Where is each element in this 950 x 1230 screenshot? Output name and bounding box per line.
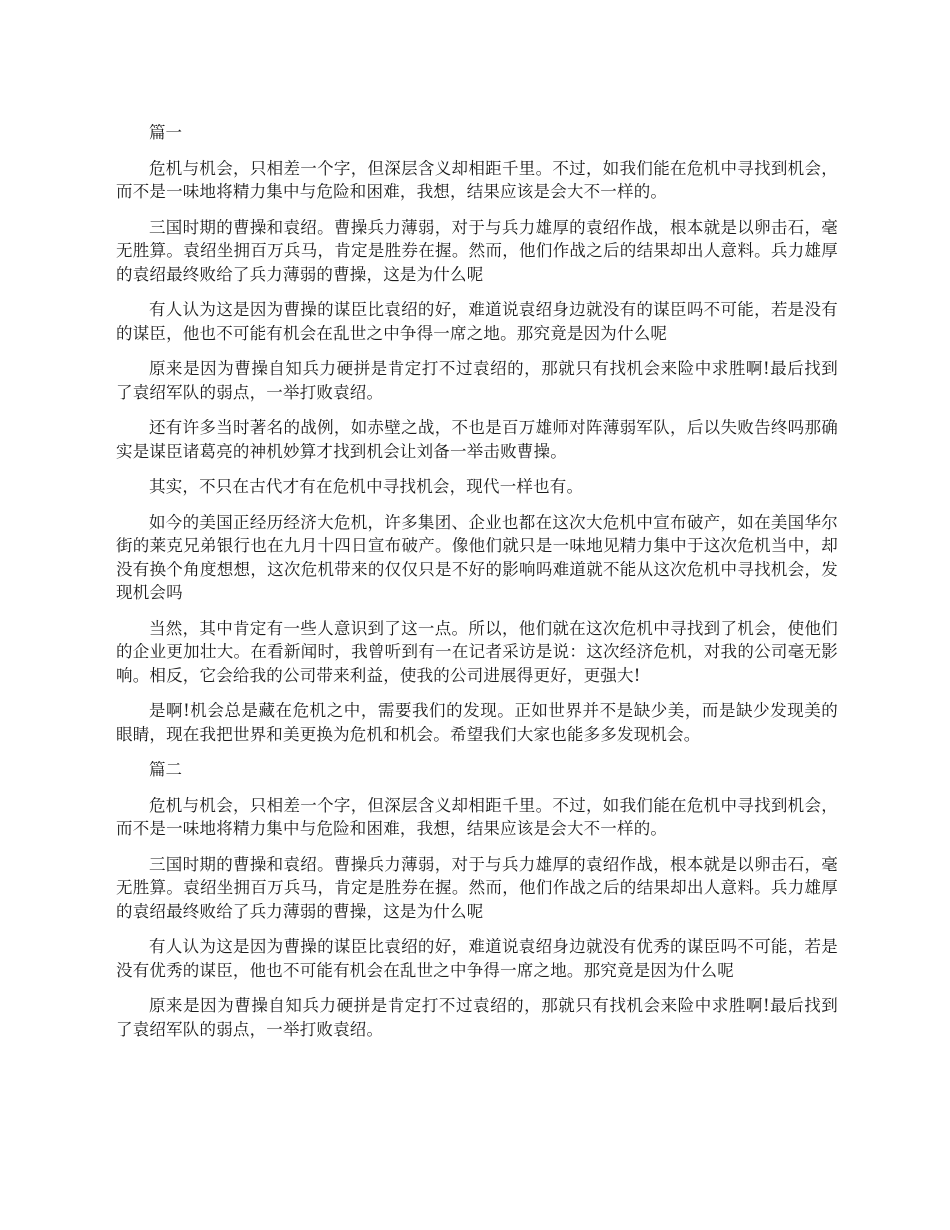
paragraph: 有人认为这是因为曹操的谋臣比袁绍的好，难道说袁绍身边就没有的谋臣吗不可能，若是没有的谋臣，他也不可能有机会在乱世之中争得一席之地。那究竟是因为什么呢 [116, 300, 838, 343]
paragraph: 是啊!机会总是藏在危机之中，需要我们的发现。正如世界并不是缺少美，而是缺少发现美的眼睛，现在我把世界和美更换为危机和机会。希望我们大家也能多多发现机会。 [116, 701, 838, 744]
section-heading-1: 篇一 [149, 123, 182, 142]
section-heading-2: 篇二 [149, 760, 182, 779]
paragraph: 原来是因为曹操自知兵力硬拼是肯定打不过袁绍的，那就只有找机会来险中求胜啊!最后找到了袁绍军队的弱点，一举打败袁绍。 [116, 359, 838, 402]
paragraph: 还有许多当时著名的战例，如赤壁之战，不也是百万雄师对阵薄弱军队，后以失败告终吗那确实是谋臣诸葛亮的神机妙算才找到机会让刘备一举击败曹操。 [116, 418, 838, 461]
paragraph: 当然，其中肯定有一些人意识到了这一点。所以，他们就在这次危机中寻找到了机会，使他们的企业更加壮大。在看新闻时，我曾听到有一在记者采访是说：这次经济危机，对我的公司毫无影响。相反，它会给我的公司带来利益，使我的公司进展得更好，更强大! [116, 618, 838, 685]
paragraph: 原来是因为曹操自知兵力硬拼是肯定打不过袁绍的，那就只有找机会来险中求胜啊!最后找到了袁绍军队的弱点，一举打败袁绍。 [116, 996, 838, 1039]
document-body [116, 121, 838, 1053]
paragraph: 有人认为这是因为曹操的谋臣比袁绍的好，难道说袁绍身边就没有优秀的谋臣吗不可能，若是没有优秀的谋臣，他也不可能有机会在乱世之中争得一席之地。那究竟是因为什么呢 [116, 937, 838, 980]
paragraph: 危机与机会，只相差一个字，但深层含义却相距千里。不过，如我们能在危机中寻找到机会，而不是一味地将精力集中与危险和困难，我想，结果应该是会大不一样的。 [116, 158, 838, 201]
paragraph: 危机与机会，只相差一个字，但深层含义却相距千里。不过，如我们能在危机中寻找到机会，而不是一味地将精力集中与危险和困难，我想，结果应该是会大不一样的。 [116, 795, 838, 838]
paragraph: 三国时期的曹操和袁绍。曹操兵力薄弱，对于与兵力雄厚的袁绍作战，根本就是以卵击石，毫无胜算。袁绍坐拥百万兵马，肯定是胜券在握。然而，他们作战之后的结果却出人意料。兵力雄厚的袁绍最终败给了兵力薄弱的曹操，这是为什么呢 [116, 854, 838, 921]
paragraph: 其实，不只在古代才有在危机中寻找机会，现代一样也有。 [149, 477, 584, 496]
paragraph: 如今的美国正经历经济大危机，许多集团、企业也都在这次大危机中宣布破产，如在美国华尔街的莱克兄弟银行也在九月十四日宣布破产。像他们就只是一味地见精力集中于这次危机当中，却没有换个角度想想，这次危机带来的仅仅只是不好的影响吗难道就不能从这次危机中寻找机会，发现机会吗 [116, 512, 838, 602]
paragraph: 三国时期的曹操和袁绍。曹操兵力薄弱，对于与兵力雄厚的袁绍作战，根本就是以卵击石，毫无胜算。袁绍坐拥百万兵马，肯定是胜券在握。然而，他们作战之后的结果却出人意料。兵力雄厚的袁绍最终败给了兵力薄弱的曹操，这是为什么呢 [116, 217, 838, 284]
